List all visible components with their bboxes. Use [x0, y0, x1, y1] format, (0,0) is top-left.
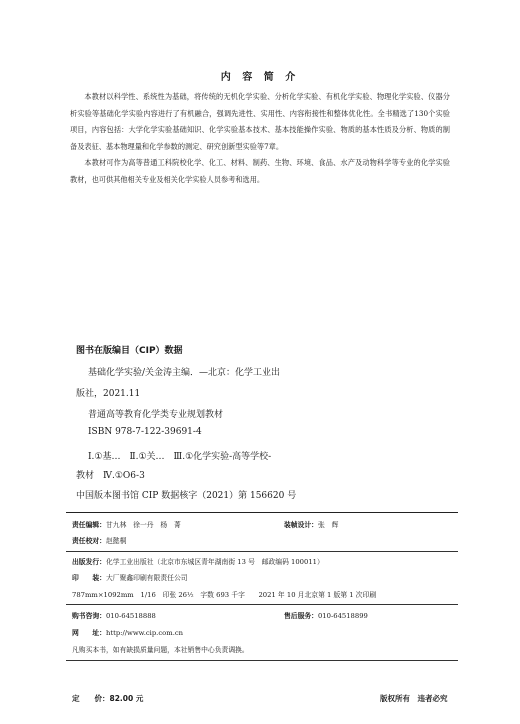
printer	[72, 572, 188, 582]
price-label: 定 价：	[72, 694, 110, 703]
cip-line-6: 教材 Ⅳ.①O6-3	[76, 471, 145, 481]
responsible-editor-label: 责任编辑：	[72, 521, 106, 529]
publisher-label: 出版发行：	[72, 558, 106, 566]
website-label: 网 址：	[72, 629, 106, 637]
intro-paragraph-2: 本教材可作为高等普通工科院校化学、化工、材料、制药、生物、环境、食品、水产及动物科学等专业的化学实验教材，也可供其他相关专业及相关化学实验人员参考和选用。	[70, 158, 450, 184]
responsible-editor	[72, 519, 181, 529]
divider	[66, 551, 458, 552]
intro-paragraph-1: 本教材以科学性、系统性为基础，将传统的无机化学实验、分析化学实验、有机化学实验、物理化学实验、仪器分析实验等基础化学实验内容进行了有机融合，强调先进性、实用性、内容衔接性和整体优化性。全书精选了130个实验项目，内容包括：大学化学实验基础知识、化学实验基本技术、基本技能操作实验、物质的基本性质及分析、物质的制备及表征、基本物理量和化学参数的测定、研究创新型实验等7章。	[70, 92, 450, 151]
cip-line-5: Ⅰ.①基… Ⅱ.①关… Ⅲ.①化学实验-高等学校-	[88, 452, 272, 462]
rights-notice: 版权所有 违者必究	[380, 694, 448, 703]
cip-line-3: 普通高等教育化学类专业规划教材	[88, 410, 224, 420]
service-value: 010-64518899	[317, 612, 368, 620]
website	[72, 627, 183, 637]
price	[72, 693, 143, 704]
service-phone	[284, 610, 368, 620]
cip-isbn: ISBN 978-7-122-39691-4	[88, 427, 202, 437]
consult-phone	[72, 610, 156, 620]
divider	[66, 512, 458, 513]
proofreader-value: 赵懿桐	[105, 537, 127, 545]
cip-line-2: 版社，2021.11	[76, 389, 141, 399]
return-notice: 凡购买本书，如有缺损质量问题，本社销售中心负责调换。	[72, 646, 249, 654]
cover-design	[284, 519, 338, 529]
divider	[66, 660, 458, 661]
printer-label: 印 装：	[72, 574, 106, 582]
service-label: 售后服务：	[284, 612, 318, 620]
cover-design-label: 装帧设计：	[284, 521, 318, 529]
printer-value: 大厂聚鑫印刷有限责任公司	[105, 574, 188, 582]
publisher	[72, 556, 324, 566]
cover-design-value: 张 辉	[317, 521, 339, 529]
publisher-value: 化学工业出版社（北京市东城区青年湖南街 13 号 邮政编码 100011）	[105, 558, 324, 566]
cip-title: 图书在版编目（CIP）数据	[76, 346, 183, 356]
proofreader	[72, 535, 126, 545]
intro-title: 内 容 简 介	[220, 72, 300, 83]
price-value: 82.00 元	[109, 694, 144, 703]
responsible-editor-value: 甘九林 徐一丹 杨 菁	[105, 521, 181, 529]
print-format: 787mm×1092mm 1/16 印张 26½ 字数 693 千字 2021 年 10 月北京第 1 版第 1 次印刷	[72, 591, 377, 599]
intro-text	[70, 89, 450, 189]
consult-value: 010-64518888	[105, 612, 156, 620]
cip-line-1: 基础化学实验/关金涛主编．—北京：化学工业出	[88, 368, 281, 378]
website-url: http://www.cip.com.cn	[105, 629, 184, 637]
divider	[66, 604, 458, 605]
cip-number: 中国版本图书馆 CIP 数据核字（2021）第 156620 号	[76, 491, 297, 501]
proofreader-label: 责任校对：	[72, 537, 106, 545]
consult-label: 购书咨询：	[72, 612, 106, 620]
